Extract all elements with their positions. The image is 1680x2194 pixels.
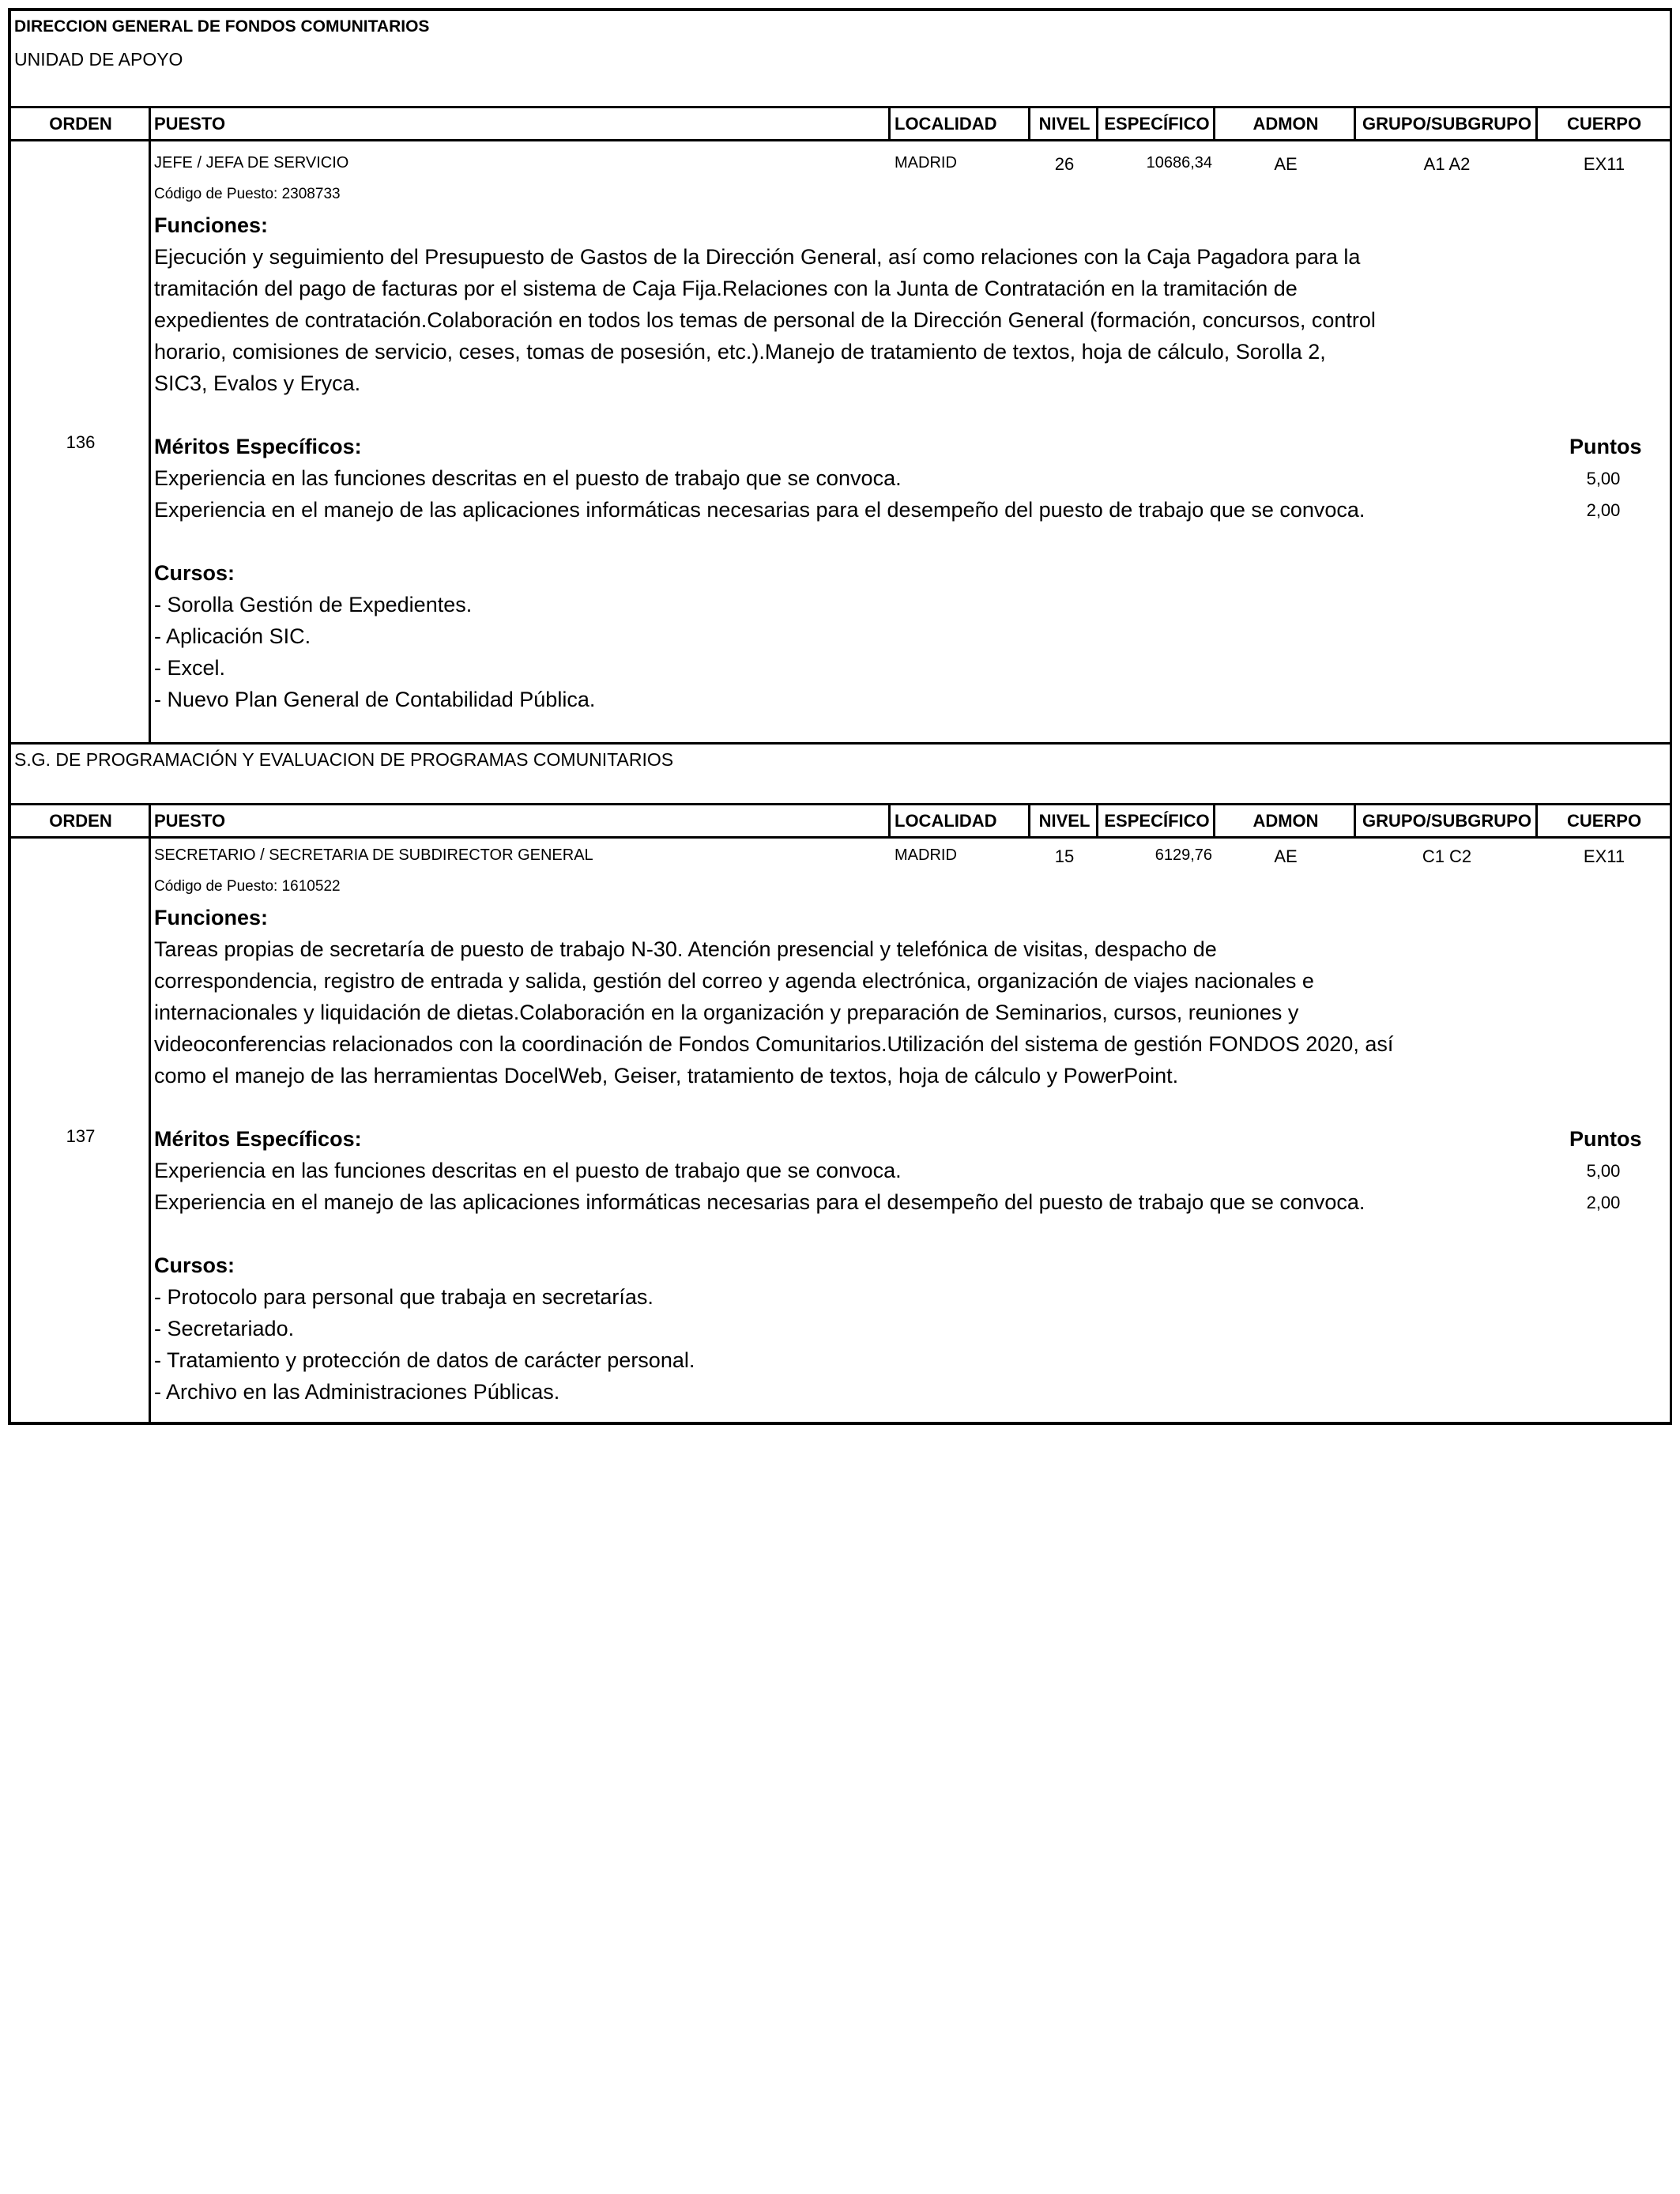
section-header-2 (11, 745, 1670, 805)
curso-item: - Protocolo para personal que trabaja en secretarías. (154, 1285, 654, 1309)
header-puesto: PUESTO (154, 811, 226, 831)
job-localidad: MADRID (895, 154, 957, 172)
curso-item: - Sorolla Gestión de Expedientes. (154, 593, 473, 616)
job-codigo: Código de Puesto: 1610522 (154, 878, 341, 895)
cursos-label: Cursos: (154, 561, 235, 585)
column-header-row (11, 108, 1670, 141)
divider (1028, 805, 1030, 836)
meritos-label: Méritos Específicos: (154, 435, 362, 458)
meritos-label: Méritos Específicos: (154, 1127, 362, 1151)
funciones-line: internacionales y liquidación de dietas.Colaboración en la organización y preparación de Seminarios, cursos, reuniones y (154, 1001, 1299, 1024)
header-localidad: LOCALIDAD (895, 811, 997, 831)
header-admon: ADMON (1252, 811, 1319, 831)
funciones-line: correspondencia, registro de entrada y salida, gestión del correo y agenda electrónica, organización de viajes nacionales e (154, 969, 1314, 993)
header-nivel: NIVEL (1038, 811, 1090, 831)
puntos-label: Puntos (1569, 435, 1642, 458)
job-admon: AE (1274, 154, 1298, 174)
job-nivel: 26 (1054, 154, 1075, 174)
curso-item: - Nuevo Plan General de Contabilidad Pública. (154, 688, 596, 711)
puntos-label: Puntos (1569, 1127, 1642, 1151)
section-subtitle: UNIDAD DE APOYO (14, 49, 183, 70)
merito-text: Experiencia en las funciones descritas en el puesto de trabajo que se convoca. (154, 466, 902, 490)
divider (1213, 805, 1215, 836)
divider (888, 108, 891, 139)
job-localidad: MADRID (895, 846, 957, 864)
merito-text: Experiencia en las funciones descritas en el puesto de trabajo que se convoca. (154, 1159, 902, 1182)
funciones-line: expedientes de contratación.Colaboración en todos los temas de personal de la Dirección General (formación, concursos, control (154, 308, 1376, 332)
funciones-line: Ejecución y seguimiento del Presupuesto de Gastos de la Dirección General, así como relaciones con la Caja Pagadora para la (154, 245, 1361, 269)
merito-puntos: 2,00 (1586, 1193, 1621, 1212)
funciones-label: Funciones: (154, 213, 269, 237)
divider (1096, 108, 1098, 139)
merito-puntos: 2,00 (1586, 500, 1621, 520)
section-title: DIRECCION GENERAL DE FONDOS COMUNITARIOS (14, 17, 430, 36)
curso-item: - Secretariado. (154, 1317, 295, 1340)
header-cuerpo: CUERPO (1566, 114, 1642, 134)
merito-text: Experiencia en el manejo de las aplicaciones informáticas necesarias para el desempeño del puesto de trabajo que se convoca. (154, 498, 1365, 522)
curso-item: - Aplicación SIC. (154, 624, 311, 648)
job-cuerpo: EX11 (1583, 846, 1625, 866)
job-admon: AE (1274, 846, 1298, 866)
header-puesto: PUESTO (154, 114, 226, 134)
job-cuerpo: EX11 (1583, 154, 1625, 174)
column-header-row (11, 805, 1670, 839)
funciones-line: videoconferencias relacionados con la coordinación de Fondos Comunitarios.Utilización del sistema de gestión FONDOS 2020, así (154, 1032, 1394, 1056)
funciones-line: SIC3, Evalos y Eryca. (154, 371, 361, 395)
header-especifico: ESPECÍFICO (1104, 811, 1210, 831)
header-cuerpo: CUERPO (1566, 811, 1642, 831)
merito-puntos: 5,00 (1586, 1161, 1621, 1181)
job-grupo: A1 A2 (1423, 154, 1471, 174)
job-especifico: 10686,34 (1146, 154, 1212, 172)
divider (149, 805, 151, 836)
job-orden: 136 (66, 432, 96, 452)
job-orden: 137 (66, 1126, 96, 1146)
header-grupo: GRUPO/SUBGRUPO (1362, 114, 1531, 134)
curso-item: - Archivo en las Administraciones Públicas. (154, 1380, 560, 1404)
section-title: S.G. DE PROGRAMACIÓN Y EVALUACION DE PROGRAMAS COMUNITARIOS (14, 749, 674, 770)
curso-item: - Tratamiento y protección de datos de carácter personal. (154, 1348, 695, 1372)
divider (1028, 108, 1030, 139)
curso-item: - Excel. (154, 656, 226, 680)
funciones-label: Funciones: (154, 906, 269, 929)
job-puesto: JEFE / JEFA DE SERVICIO (154, 154, 349, 172)
header-admon: ADMON (1252, 114, 1319, 134)
divider (1354, 805, 1356, 836)
job-especifico: 6129,76 (1155, 846, 1212, 864)
merito-text: Experiencia en el manejo de las aplicaciones informáticas necesarias para el desempeño del puesto de trabajo que se convoca. (154, 1190, 1365, 1214)
job-nivel: 15 (1054, 846, 1075, 866)
job-codigo: Código de Puesto: 2308733 (154, 186, 341, 202)
cursos-label: Cursos: (154, 1253, 235, 1277)
divider (149, 108, 151, 139)
header-nivel: NIVEL (1038, 114, 1090, 134)
job-puesto: SECRETARIO / SECRETARIA DE SUBDIRECTOR GENERAL (154, 846, 593, 864)
header-grupo: GRUPO/SUBGRUPO (1362, 811, 1531, 831)
funciones-line: horario, comisiones de servicio, ceses, tomas de posesión, etc.).Manejo de tratamiento de textos, hoja de cálculo, Sorolla 2, (154, 340, 1326, 364)
divider (1535, 805, 1538, 836)
document-table (8, 8, 1672, 1425)
job-grupo: C1 C2 (1422, 846, 1472, 866)
job-row-137 (11, 839, 1670, 1425)
divider (1354, 108, 1356, 139)
divider (1213, 108, 1215, 139)
header-localidad: LOCALIDAD (895, 114, 997, 134)
divider (1535, 108, 1538, 139)
header-orden: ORDEN (49, 114, 112, 134)
merito-puntos: 5,00 (1586, 469, 1621, 488)
funciones-line: Tareas propias de secretaría de puesto de trabajo N-30. Atención presencial y telefónica de visitas, despacho de (154, 937, 1217, 961)
funciones-line: tramitación del pago de facturas por el sistema de Caja Fija.Relaciones con la Junta de Contratación en la tramitación de (154, 277, 1298, 300)
header-orden: ORDEN (49, 811, 112, 831)
funciones-line: como el manejo de las herramientas DocelWeb, Geiser, tratamiento de textos, hoja de cálculo y PowerPoint. (154, 1064, 1179, 1088)
section-header-1 (11, 11, 1670, 108)
divider (888, 805, 891, 836)
header-especifico: ESPECÍFICO (1104, 114, 1210, 134)
job-row-136 (11, 141, 1670, 745)
divider (1096, 805, 1098, 836)
